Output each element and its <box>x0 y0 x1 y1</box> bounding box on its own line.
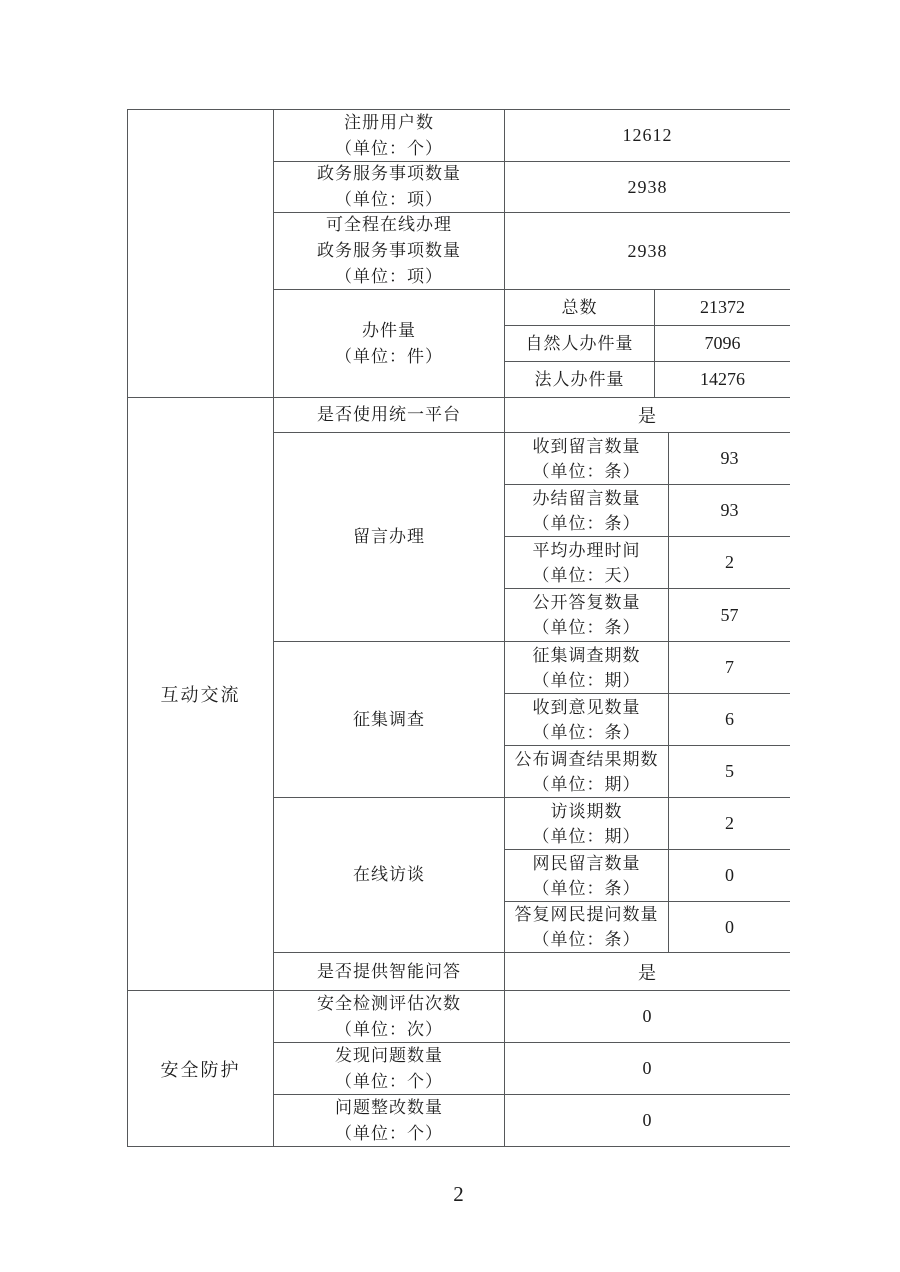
table-subrow <box>505 798 790 850</box>
sub-label-cell: 公布调查结果期数 （单位：期） <box>505 746 669 798</box>
table-section <box>128 991 790 1147</box>
item-label-line: 发现问题数量 <box>335 1045 443 1065</box>
table-subrow <box>505 850 790 902</box>
item-label-line: 是否提供智能问答 <box>317 961 461 981</box>
item-label-line: （单位：个） <box>335 1123 443 1143</box>
category-cell: 安全防护 <box>128 991 274 1147</box>
item-label-line: 办件量 <box>362 320 416 340</box>
table-row <box>274 991 790 1043</box>
sub-label-cell: 办结留言数量 （单位：条） <box>505 485 669 537</box>
table-row <box>274 110 790 162</box>
item-label-cell <box>274 953 505 991</box>
table-subrow <box>505 694 790 746</box>
table-subrow <box>505 589 790 642</box>
item-label-line: 可全程在线办理 <box>326 215 452 234</box>
table-row <box>274 798 790 953</box>
item-label-line: （单位：个） <box>335 1071 443 1091</box>
item-label-cell <box>274 798 505 953</box>
sub-label-cell: 收到意见数量 （单位：条） <box>505 694 669 746</box>
value-cell: 14276 <box>655 362 790 398</box>
table-row <box>274 398 790 433</box>
table-section <box>128 110 790 398</box>
value-cell: 0 <box>505 1043 790 1095</box>
item-label-cell <box>274 162 505 213</box>
item-label-cell <box>274 433 505 642</box>
item-label-cell <box>274 991 505 1043</box>
sub-label-cell: 收到留言数量 （单位：条） <box>505 433 669 485</box>
item-label-line: （单位：项） <box>335 267 443 286</box>
value-cell: 是 <box>505 953 790 991</box>
item-label-cell <box>274 642 505 798</box>
sub-label-cell: 答复网民提问数量 （单位：条） <box>505 902 669 953</box>
item-label-cell <box>274 1095 505 1147</box>
table-subrow <box>505 537 790 589</box>
value-cell: 0 <box>505 1095 790 1147</box>
table-subrow <box>505 326 790 362</box>
page-number: 2 <box>453 1182 464 1206</box>
item-label-cell <box>274 213 505 290</box>
item-label-line: 政务服务事项数量 <box>317 164 461 183</box>
item-label-line: （单位：项） <box>335 190 443 209</box>
table-row <box>274 1043 790 1095</box>
table-row <box>274 1095 790 1147</box>
table-row <box>274 213 790 290</box>
item-label-line: 是否使用统一平台 <box>317 405 461 424</box>
item-label-line: （单位：次） <box>335 1019 443 1039</box>
value-cell: 6 <box>669 694 790 746</box>
sub-label-cell: 自然人办件量 <box>505 326 655 362</box>
value-cell: 0 <box>669 902 790 953</box>
report-table <box>127 109 790 1147</box>
value-cell: 57 <box>669 589 790 642</box>
sub-label-cell: 法人办件量 <box>505 362 655 398</box>
sub-label-cell: 征集调查期数 （单位：期） <box>505 642 669 694</box>
value-cell: 93 <box>669 485 790 537</box>
item-label-line: 注册用户数 <box>344 112 434 132</box>
value-cell: 5 <box>669 746 790 798</box>
value-cell: 93 <box>669 433 790 485</box>
item-label-line: 在线访谈 <box>353 865 425 884</box>
value-cell: 7 <box>669 642 790 694</box>
table-subrow <box>505 902 790 953</box>
value-cell: 2938 <box>505 162 790 213</box>
sub-label-cell: 公开答复数量 （单位：条） <box>505 589 669 642</box>
item-label-line: （单位：个） <box>335 138 443 158</box>
value-cell: 0 <box>669 850 790 902</box>
value-cell: 2938 <box>505 213 790 290</box>
item-label-cell <box>274 110 505 162</box>
table-subrow <box>505 746 790 798</box>
table-row <box>274 290 790 398</box>
item-label-line: 安全检测评估次数 <box>317 993 461 1013</box>
table-subrow <box>505 433 790 485</box>
item-label-line: 政务服务事项数量 <box>317 241 461 260</box>
value-cell: 7096 <box>655 326 790 362</box>
item-label-cell <box>274 1043 505 1095</box>
table-subrow <box>505 362 790 398</box>
item-label-line: （单位：件） <box>335 346 443 366</box>
sub-label-cell: 平均办理时间 （单位：天） <box>505 537 669 589</box>
sub-label-cell: 访谈期数 （单位：期） <box>505 798 669 850</box>
table-subrow <box>505 290 790 326</box>
value-cell: 21372 <box>655 290 790 326</box>
table-section <box>128 398 790 991</box>
table-row <box>274 162 790 213</box>
value-cell: 2 <box>669 537 790 589</box>
table-subrow <box>505 642 790 694</box>
category-cell: 互动交流 <box>128 398 274 991</box>
sub-label-cell: 总数 <box>505 290 655 326</box>
value-cell: 12612 <box>505 110 790 162</box>
value-cell: 是 <box>505 398 790 433</box>
item-label-line: 征集调查 <box>353 709 425 729</box>
item-label-cell <box>274 290 505 398</box>
category-cell <box>128 110 274 398</box>
table-row <box>274 433 790 642</box>
table-row <box>274 642 790 798</box>
item-label-line: 问题整改数量 <box>335 1097 443 1117</box>
table-row <box>274 953 790 991</box>
item-label-line: 留言办理 <box>353 527 425 546</box>
item-label-cell <box>274 398 505 433</box>
value-cell: 0 <box>505 991 790 1043</box>
sub-label-cell: 网民留言数量 （单位：条） <box>505 850 669 902</box>
table-subrow <box>505 485 790 537</box>
value-cell: 2 <box>669 798 790 850</box>
